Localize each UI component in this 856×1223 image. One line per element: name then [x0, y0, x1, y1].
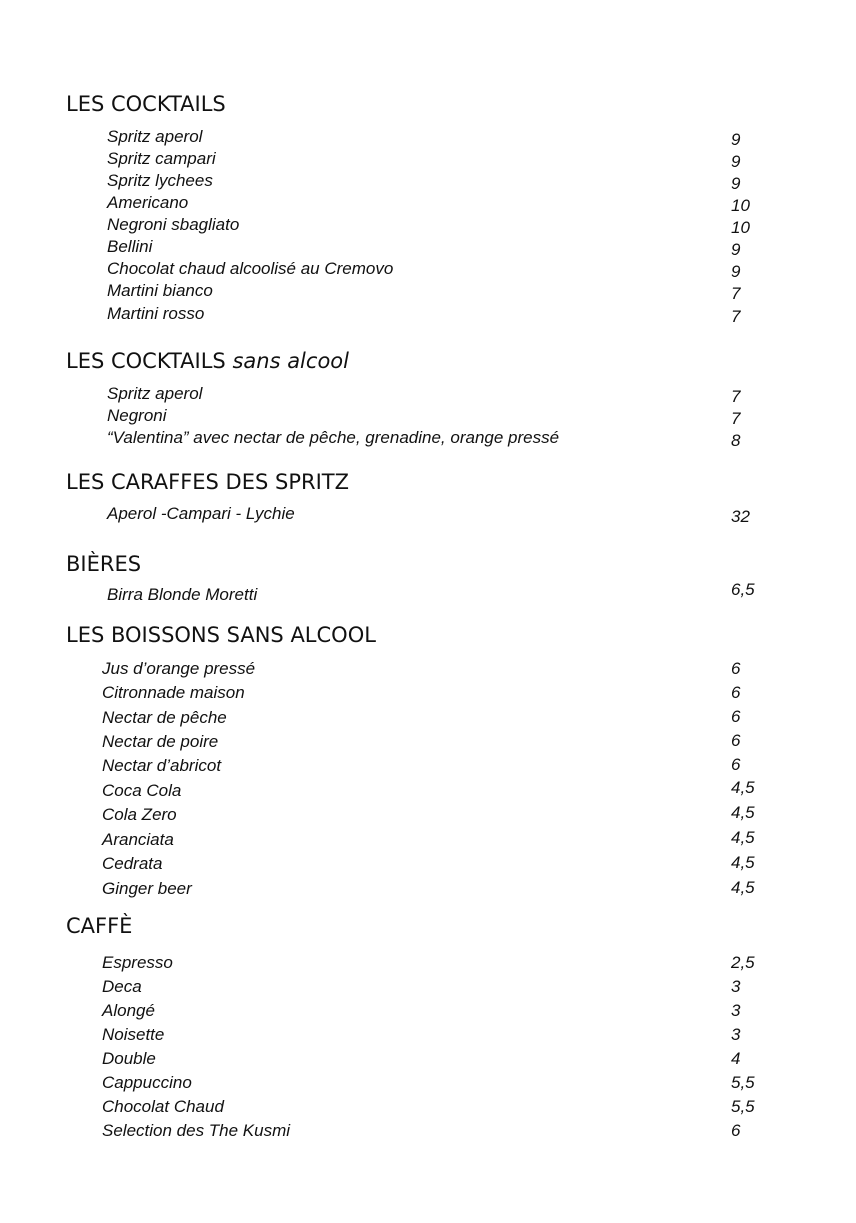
item-price: 3 [731, 1001, 741, 1020]
item-price: 9 [731, 240, 741, 259]
item-name: Negroni [107, 406, 167, 425]
item-name: Chocolat chaud alcoolisé au Cremovo [107, 259, 394, 278]
item-name: Citronnade maison [102, 683, 245, 702]
item-name: Spritz aperol [107, 127, 203, 146]
section-title-boissons-sans-alcool: LES BOISSONS SANS ALCOOL [66, 623, 376, 647]
item-name: Ginger beer [102, 879, 192, 898]
item-name: Martini bianco [107, 281, 213, 300]
item-name: Spritz campari [107, 149, 216, 168]
menu-item [0, 658, 856, 680]
item-name: Negroni sbagliato [107, 215, 240, 234]
menu-item [0, 580, 856, 606]
item-price: 10 [731, 218, 750, 237]
item-price: 6 [731, 1121, 741, 1140]
item-price: 6 [731, 683, 741, 702]
item-price: 4 [731, 1049, 741, 1068]
item-price: 7 [731, 307, 741, 326]
item-name: Selection des The Kusmi [102, 1121, 291, 1140]
section-title-cocktails: LES COCKTAILS [66, 92, 226, 116]
menu-item [0, 780, 856, 802]
menu-item [0, 427, 856, 449]
item-name: Cola Zero [102, 805, 177, 824]
menu-item [0, 1120, 856, 1142]
item-name: Nectar de pêche [102, 708, 227, 727]
item-price: 7 [731, 387, 741, 406]
item-price: 6 [731, 755, 741, 774]
item-price: 3 [731, 977, 741, 996]
item-name: Spritz lychees [107, 171, 213, 190]
item-name: Noisette [102, 1025, 165, 1044]
item-name: Jus d’orange pressé [102, 659, 256, 678]
item-name: Spritz aperol [107, 384, 203, 403]
section-title-cocktails-sans-alcool [66, 348, 349, 374]
menu-item [0, 170, 856, 192]
item-price: 6 [731, 659, 741, 678]
item-price: 6 [731, 707, 741, 726]
menu-item [0, 1096, 856, 1118]
item-price: 9 [731, 130, 741, 149]
item-price: 6 [731, 731, 741, 750]
item-name: Double [102, 1049, 156, 1068]
menu-item [0, 503, 856, 525]
item-name: Aranciata [102, 830, 174, 849]
item-name: Birra Blonde Moretti [107, 585, 258, 604]
item-name: Alongé [102, 1001, 155, 1020]
item-name: Cappuccino [102, 1073, 192, 1092]
menu-item [0, 192, 856, 214]
menu-item [0, 236, 856, 258]
menu-item [0, 682, 856, 704]
menu-item [0, 383, 856, 405]
item-price: 2,5 [731, 953, 755, 972]
menu-item [0, 878, 856, 900]
menu-item [0, 707, 856, 729]
item-name: Nectar de poire [102, 732, 219, 751]
menu-item [0, 804, 856, 826]
item-price: 9 [731, 152, 741, 171]
item-price: 4,5 [731, 778, 755, 797]
item-price: 9 [731, 174, 741, 193]
item-name: Americano [107, 193, 189, 212]
menu-item [0, 976, 856, 998]
menu-item [0, 1072, 856, 1094]
item-name: Martini rosso [107, 304, 205, 323]
item-price: 7 [731, 284, 741, 303]
menu-item [0, 258, 856, 280]
menu-item [0, 755, 856, 777]
item-price: 4,5 [731, 853, 755, 872]
item-price: 4,5 [731, 828, 755, 847]
item-price: 5,5 [731, 1073, 755, 1092]
item-name: Coca Cola [102, 781, 182, 800]
item-name: “Valentina” avec nectar de pêche, grenadine, orange pressé [107, 428, 560, 447]
item-name: Aperol -Campari - Lychie [107, 504, 295, 523]
section-subtitle: sans alcool [232, 349, 349, 373]
item-price: 32 [731, 507, 750, 526]
item-price: 6,5 [731, 580, 755, 599]
item-price: 4,5 [731, 803, 755, 822]
menu-item [0, 952, 856, 974]
menu-item [0, 148, 856, 170]
item-price: 3 [731, 1025, 741, 1044]
menu-item [0, 280, 856, 302]
section-title-caffe: CAFFÈ [66, 914, 133, 938]
item-price: 7 [731, 409, 741, 428]
menu-item [0, 829, 856, 851]
item-name: Deca [102, 977, 142, 996]
item-name: Nectar d’abricot [102, 756, 222, 775]
section-title-bieres: BIÈRES [66, 552, 142, 576]
menu-item [0, 1048, 856, 1070]
item-name: Bellini [107, 237, 153, 256]
menu-item [0, 853, 856, 875]
section-title-main: LES COCKTAILS [66, 349, 226, 373]
menu-item [0, 731, 856, 753]
item-price: 5,5 [731, 1097, 755, 1116]
item-price: 4,5 [731, 878, 755, 897]
menu-item [0, 405, 856, 427]
item-name: Cedrata [102, 854, 163, 873]
menu-item [0, 126, 856, 148]
menu-item [0, 214, 856, 236]
menu-item [0, 303, 856, 325]
item-name: Espresso [102, 953, 173, 972]
item-price: 8 [731, 431, 741, 450]
item-name: Chocolat Chaud [102, 1097, 224, 1116]
menu-item [0, 1000, 856, 1022]
item-price: 10 [731, 196, 750, 215]
item-price: 9 [731, 262, 741, 281]
section-title-caraffes: LES CARAFFES DES SPRITZ [66, 470, 349, 494]
menu-item [0, 1024, 856, 1046]
